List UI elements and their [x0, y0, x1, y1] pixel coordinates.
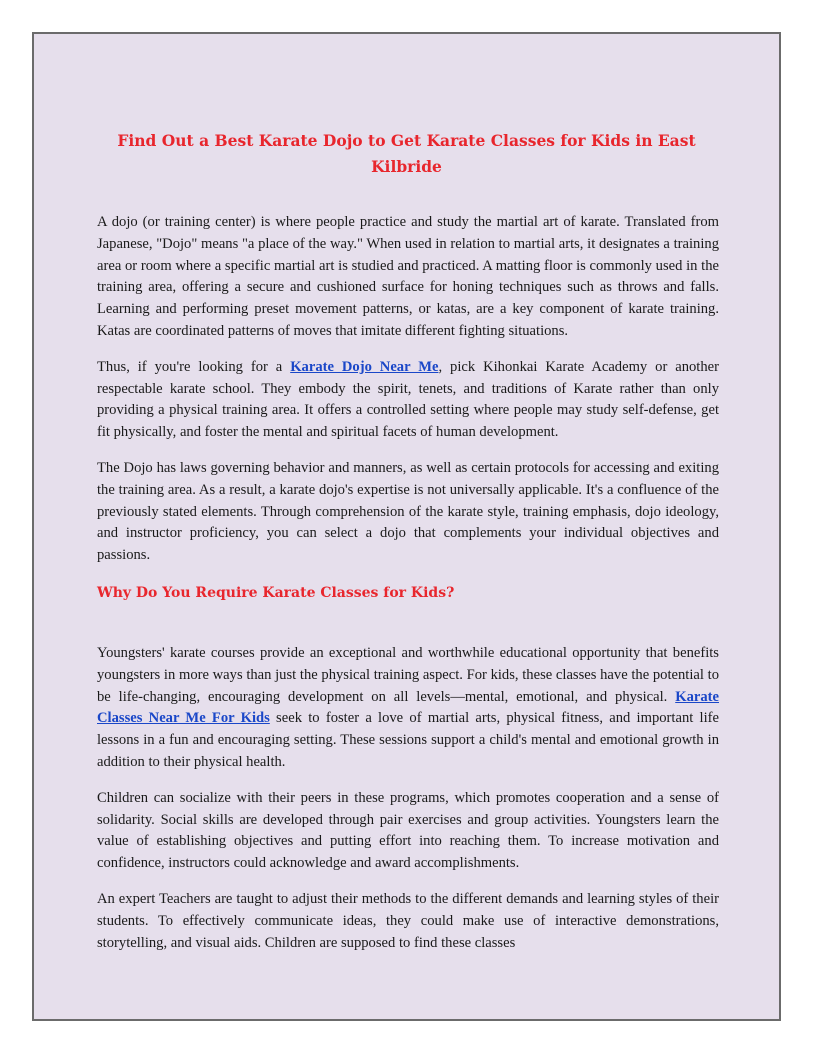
karate-classes-near-me-for-kids-link[interactable]: Karate Classes Near Me For Kids [97, 688, 719, 727]
paragraph-text-after-link: , pick Kihonkai Karate Academy or another respectable karate school. They embody the spirit, tenets, and traditions of Karate rather than only providing a physical training area. It offers a controlled setting where people may study self-defense, get fit physically, and foster the mental and spiritual facets of human development. [97, 358, 719, 441]
paragraph-text-before-link: Youngsters' karate courses provide an exceptional and worthwhile educational opportunity that benefits youngsters in more ways than just the physical training aspect. For kids, these classes have the potential to be life-changing, encouraging development on all levels—mental, emotional, and physical. [97, 644, 719, 705]
paragraph-dojo-near-me [97, 357, 719, 444]
document-body [97, 212, 719, 968]
paragraph-dojo-laws: The Dojo has laws governing behavior and manners, as well as certain protocols for accessing and exiting the training area. As a result, a karate dojo's expertise is not universally applicable. It's a confluence of the previously stated elements. Through comprehension of the karate style, training emphasis, dojo ideology, and instructor proficiency, you can select a dojo that complements your individual objectives and passions. [97, 459, 719, 564]
document-page [32, 32, 781, 1021]
paragraph-text-before-link: Thus, if you're looking for a [97, 358, 291, 375]
karate-dojo-near-me-link[interactable]: Karate Dojo Near Me [290, 358, 439, 375]
paragraph-kids-courses [97, 643, 719, 774]
paragraph-text-after-link: seek to foster a love of martial arts, physical fitness, and important life lessons in a fun and encouraging setting. These sessions support a child's mental and emotional growth in addition to their physical health. [97, 710, 719, 770]
paragraph-dojo-intro: A dojo (or training center) is where people practice and study the martial art of karate. Translated from Japanese, "Dojo" means "a place of the way." When used in relation to martial arts, it designates a training area or room where a specific martial art is studied and practiced. A matting floor is commonly used in the training area, offering a secure and cushioned surface for honing techniques such as throws and falls. Learning and performing preset movement patterns, or katas, are a key component of karate training. Katas are coordinated patterns of moves that imitate different fighting situations. [97, 214, 719, 339]
paragraph-socialize: Children can socialize with their peers in these programs, which promotes cooperation and a sense of solidarity. Social skills are developed through pair exercises and group activities. Youngsters learn the value of establishing objectives and putting effort into reaching them. To increase motivation and confidence, instructors could acknowledge and award accomplishments. [97, 789, 719, 872]
paragraph-expert-teachers: An expert Teachers are taught to adjust their methods to the different demands and learning styles of their students. To effectively communicate ideas, they could make use of interactive demonstrations, storytelling, and visual aids. Children are supposed to find these classes [97, 890, 719, 951]
page-title: Find Out a Best Karate Dojo to Get Karate Classes for Kids in East Kilbride [117, 131, 696, 176]
section-heading: Why Do You Require Karate Classes for Kids? [97, 584, 455, 601]
